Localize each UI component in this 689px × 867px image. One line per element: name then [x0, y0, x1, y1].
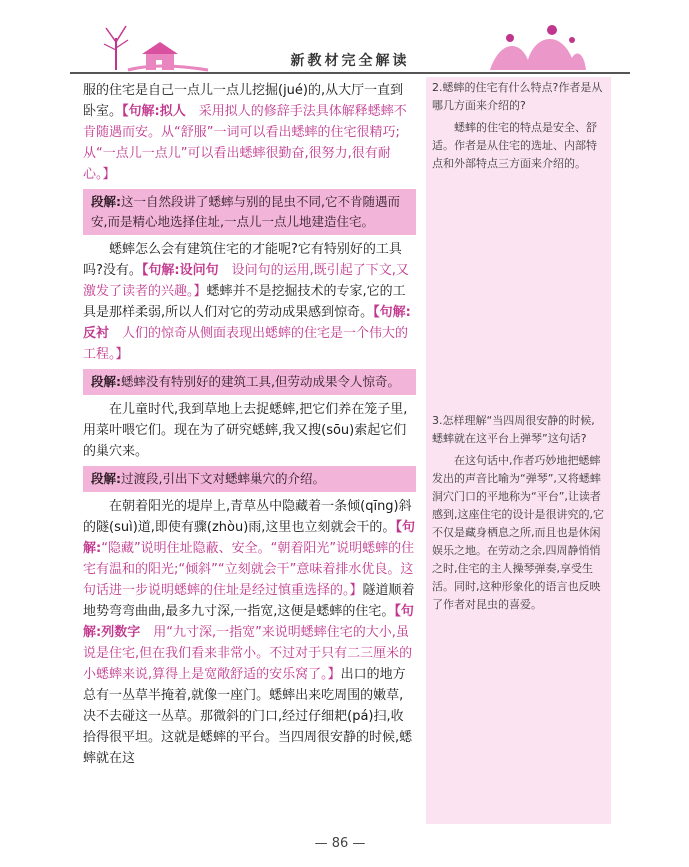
- paragraph-4: [83, 496, 416, 769]
- header-rule: [70, 72, 630, 74]
- body-text: 出口的地方总有一丛草半掩着,就像一座门。蟋蟀出来吃周围的嫩草,决不去碰这一丛草。那微斜的门口,经过仔细耙(pá)扫,收拾得很平坦。这就是蟋蟀的平台。当四周很安静的时候,蟋蟀就在这: [83, 667, 413, 766]
- paragraph-3: [83, 399, 416, 462]
- annotation-text: “隐藏”说明住址隐蔽、安全。“朝着阳光”说明蟋蟀的住宅有温和的阳光;“倾斜”“立刻就会干”意味着排水优良。这句话进一步说明蟋蟀的住址是经过慎重选择的。】: [83, 541, 415, 598]
- paragraph-1: [83, 80, 416, 185]
- question-3: [426, 410, 611, 614]
- annotation-text: 人们的惊奇从侧面表现出蟋蟀的住宅是一个伟大的工程。】: [83, 326, 409, 362]
- side-question-column: [426, 77, 611, 824]
- summary-text: 蟋蟀没有特别好的建筑工具,但劳动成果令人惊奇。: [121, 374, 400, 389]
- page-number: — 86 —: [300, 836, 380, 851]
- tree-icon: [104, 26, 128, 70]
- summary-label: 段解:: [91, 471, 121, 486]
- paragraph-summary-3: [83, 466, 416, 492]
- summary-text: 这一自然段讲了蟋蟀与别的昆虫不同,它不肯随遇而安,而是精心地选择住址,一点儿一点儿地建造住宅。: [91, 194, 400, 229]
- page-header: [70, 20, 630, 76]
- annotation-label: 【句解:: [83, 520, 415, 556]
- flower-decoration-icon: [480, 20, 590, 72]
- house-tree-decoration-icon: [98, 20, 218, 72]
- question-title: 2.蟋蟀的住宅有什么特点?作者是从哪几方面来介绍的?: [432, 81, 603, 112]
- paragraph-summary-1: [83, 189, 416, 235]
- annotation-label: 【句解:拟人: [122, 104, 186, 119]
- annotation-text: 用“九寸深,一指宽”来说明蟋蟀住宅的大小,虽说是住宅,但在我们看来非常小。不过对于只有二三厘米的小蟋蟀来说,算得上是宽敞舒适的安乐窝了。】: [83, 625, 413, 682]
- summary-label: 段解:: [91, 194, 121, 209]
- paragraph-2: [83, 239, 416, 365]
- annotation-label: 【句解:设问句: [141, 263, 219, 278]
- body-text: 蟋蟀怎么会有建筑住宅的才能呢?它有特别好的工具吗?没有。: [83, 242, 402, 278]
- question-title: 3.怎样理解“当四周很安静的时候,蟋蟀就在这平台上弹琴”这句话?: [432, 414, 595, 445]
- annotation-label: 【句解:列数字: [83, 604, 414, 640]
- main-text-column: [83, 80, 416, 769]
- body-text: 蟋蟀并不是挖掘技术的专家,它的工具是那样柔弱,所以人们对它的劳动成果感到惊奇。: [83, 284, 406, 320]
- body-text: 服的住宅是自己一点儿一点儿挖掘(jué)的,从大厅一直到卧室。: [83, 83, 404, 119]
- body-text: 在儿童时代,我到草地上去捉蟋蟀,把它们养在笼子里,用菜叶喂它们。现在为了研究蟋蟀,我又搜(sōu)索起它们的巢穴来。: [83, 402, 408, 459]
- question-2: [426, 77, 611, 173]
- paragraph-summary-2: [83, 369, 416, 395]
- book-title: 新教材完全解读: [290, 53, 410, 69]
- body-text: 隧道顺着地势弯弯曲曲,最多九寸深,一指宽,这便是蟋蟀的住宅。: [83, 583, 415, 619]
- annotation-text: 设问句的运用,既引起了下文,又激发了读者的兴趣。】: [83, 263, 409, 299]
- summary-label: 段解:: [91, 374, 121, 389]
- question-answer: 在这句话中,作者巧妙地把蟋蟀发出的声音比喻为“弹琴”,又将蟋蟀洞穴门口的平地称为“平台”,让读者感到,这座住宅的设计是很讲究的,它不仅是藏身栖息之所,而且也是休闲娱乐之地。在劳动之余,四周静悄悄之时,住宅的主人操琴弹奏,享受生活。同时,这种形象化的语言也反映了作者对昆虫的喜爱。: [432, 454, 604, 611]
- body-text: 在朝着阳光的堤岸上,青草丛中隐藏着一条倾(qīng)斜的隧(suì)道,即使有骤(zhòu)雨,这里也立刻就会干的。: [83, 499, 412, 535]
- annotation-text: 采用拟人的修辞手法具体解释蟋蟀不肯随遇而安。从“舒服”一词可以看出蟋蟀的住宅很精巧;从“一点儿一点儿”可以看出蟋蟀很勤奋,很努力,很有耐心。】: [83, 104, 407, 182]
- annotation-label: 【句解:反衬: [83, 305, 411, 341]
- summary-text: 过渡段,引出下文对蟋蟀巢穴的介绍。: [121, 471, 325, 486]
- question-answer: 蟋蟀的住宅的特点是安全、舒适。作者是从住宅的选址、内部特点和外部特点三方面来介绍的。: [432, 121, 597, 170]
